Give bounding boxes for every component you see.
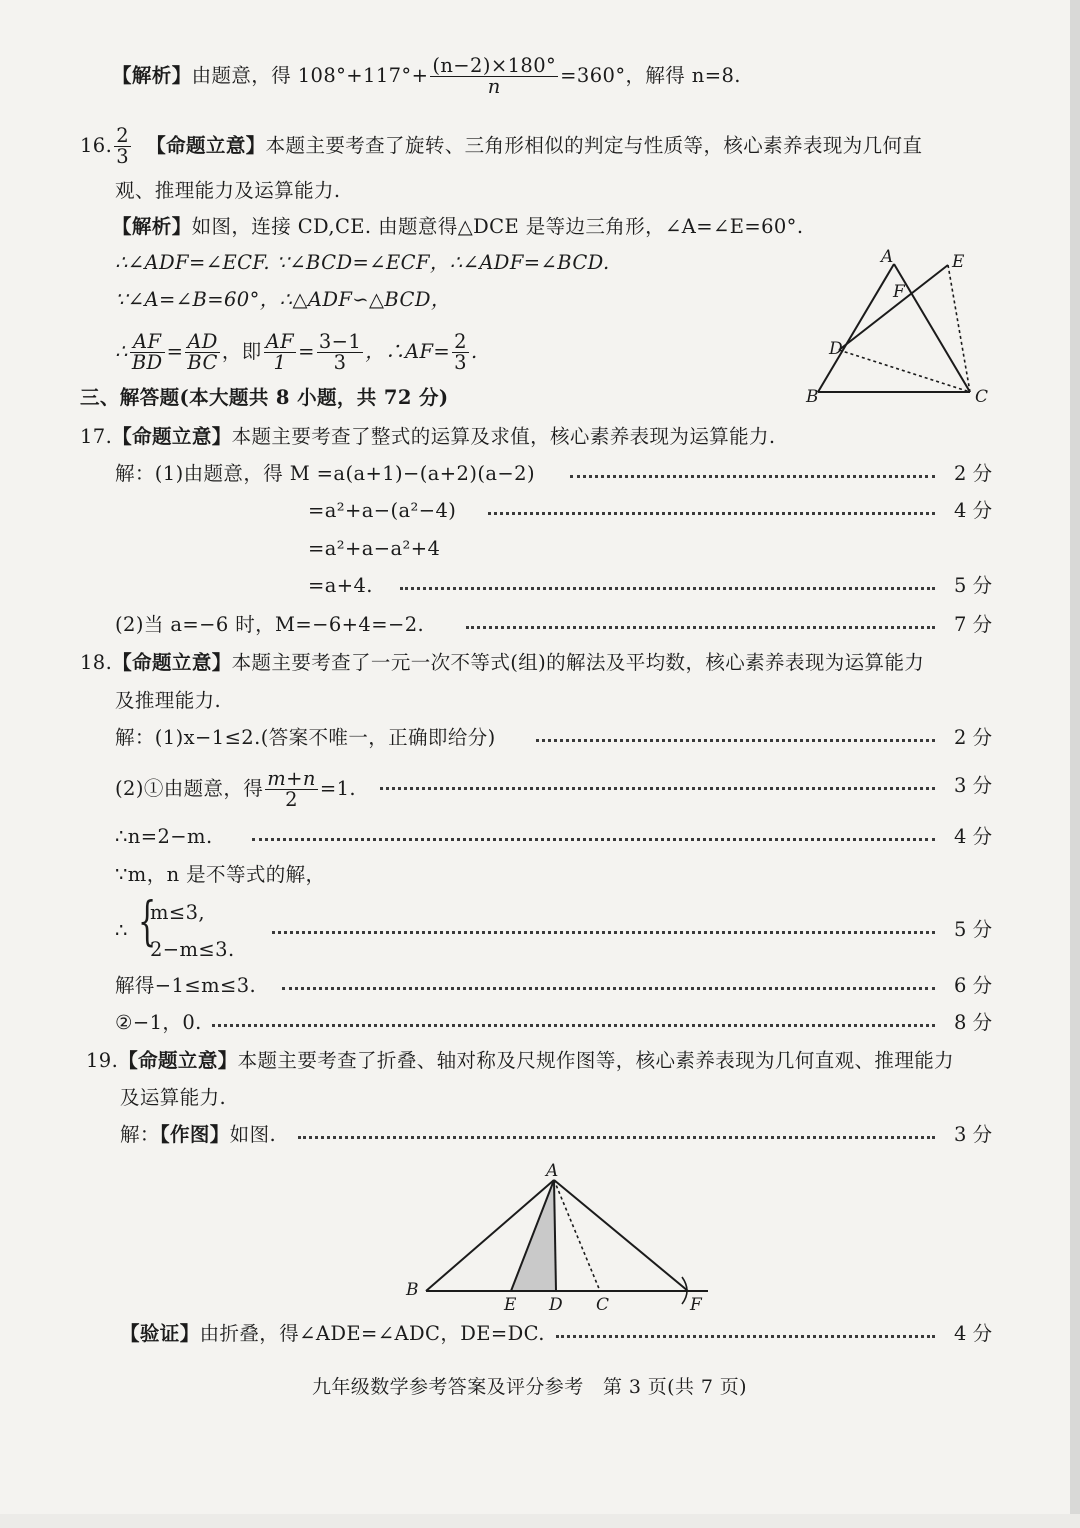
q18-intent-2: 及推理能力.	[115, 689, 222, 712]
q19-score-1: 3 分	[954, 1123, 993, 1146]
q19-number: 19.	[86, 1049, 119, 1072]
q16-analysis-3: ∵∠A=∠B=60°，∴△ADF∽△BCD，	[115, 288, 451, 311]
q18-frac-den: 2	[285, 788, 298, 811]
q16-s4-eq: =	[166, 340, 184, 363]
q18-leader-1	[536, 739, 935, 742]
q17-leader-1	[570, 475, 935, 478]
q18-score-1: 2 分	[954, 726, 993, 749]
q16-s4-mid: ，即	[221, 340, 262, 363]
q19-step-1	[120, 1122, 276, 1148]
q16-dashed-CD	[839, 350, 970, 392]
q17-number: 17.	[80, 425, 113, 448]
q18-step-4: ∵m，n 是不等式的解，	[115, 863, 326, 886]
q18-leader-3	[252, 838, 935, 841]
q16-ans-num: 2	[116, 124, 130, 147]
section-3-heading: 三、解答题(本大题共 8 小题，共 72 分)	[80, 386, 449, 409]
q16-analysis-4	[115, 332, 478, 373]
q17-leader-5	[466, 626, 935, 629]
q16-head-line	[80, 126, 922, 167]
q16-label-D: D	[829, 339, 843, 359]
q16-f5-num: 2	[454, 330, 467, 353]
q16-analysis-line-1	[112, 214, 803, 240]
q15-analysis-tag: 【解析】	[112, 64, 192, 87]
q17-score-5: 7 分	[954, 613, 993, 636]
q17-score-2: 4 分	[954, 499, 993, 522]
q16-intent-2: 观、推理能力及运算能力.	[115, 179, 341, 202]
q16-analysis-2: ∴∠ADF=∠ECF. ∵∠BCD=∠ECF，∴∠ADF=∠BCD.	[115, 251, 610, 274]
q16-frac-af-bd	[130, 332, 165, 373]
q16-f1-num: AF	[130, 332, 165, 353]
q16-ans-den: 3	[116, 145, 130, 168]
q19-dashed-AC	[554, 1180, 600, 1291]
q16-label-C: C	[975, 387, 989, 407]
q18-step-7: ②−1，0.	[115, 1011, 202, 1034]
q17-leader-2	[488, 512, 935, 515]
q17-score-1: 2 分	[954, 462, 993, 485]
q18-leader-6	[282, 987, 935, 990]
q17-step-2: =a²+a−(a²−4)	[308, 499, 457, 522]
q19-label-C: C	[596, 1295, 610, 1315]
q16-frac-af-1	[264, 332, 296, 373]
q18-step-1: 解：(1)x−1≤2.(答案不唯一，正确即给分)	[115, 726, 496, 749]
q16-number: 16.	[80, 134, 113, 157]
q18-score-5: 5 分	[954, 918, 993, 941]
q17-step-5: (2)当 a=−6 时，M=−6+4=−2.	[115, 613, 425, 636]
q16-label-A: A	[881, 247, 894, 267]
q19-fold-figure	[396, 1158, 726, 1318]
q16-s4-end: .	[470, 340, 478, 363]
q16-label-F: F	[893, 282, 905, 302]
q15-analysis-post: =360°，解得 n=8.	[560, 64, 741, 87]
q19-score-2: 4 分	[954, 1322, 993, 1345]
q19-leader-2	[556, 1335, 935, 1338]
q17-intent: 本题主要考查了整式的运算及求值，核心素养表现为运算能力.	[231, 425, 776, 448]
q15-analysis-line	[112, 56, 741, 97]
q18-intent-1: 本题主要考查了一元一次不等式(组)的解法及平均数，核心素养表现为运算能力	[231, 651, 925, 674]
q16-f3-num: AF	[265, 330, 295, 353]
q18-system-ineq-1: m≤3,	[150, 901, 206, 924]
q18-score-3: 4 分	[954, 825, 993, 848]
scan-edge-bottom	[0, 1514, 1080, 1528]
q18-step-2-pre: (2)①由题意，得	[115, 777, 264, 800]
q19-label-E: E	[504, 1295, 517, 1315]
q16-intent-tag: 【命题立意】	[146, 134, 266, 157]
q17-step-3: =a²+a−a²+4	[308, 537, 441, 560]
q19-label-A: A	[546, 1161, 559, 1181]
q16-s4-eq-2: =	[298, 340, 315, 363]
q16-side-AC	[894, 264, 970, 392]
q16-s4-then: ，∴AF=	[365, 340, 451, 363]
q16-f3-den: 1	[273, 351, 287, 374]
q16-side-AB	[818, 264, 894, 392]
q15-frac-num: (n−2)×180°	[432, 54, 557, 77]
q19-side-AF	[554, 1180, 688, 1291]
q18-number: 18.	[80, 651, 113, 674]
q17-intent-tag: 【命题立意】	[112, 425, 232, 448]
q18-score-7: 8 分	[954, 1011, 993, 1034]
q18-frac-num: m+n	[267, 767, 316, 790]
q16-answer-fraction	[114, 126, 131, 167]
page-footer: 九年级数学参考答案及评分参考 第 3 页(共 7 页)	[312, 1376, 747, 1398]
q18-step-6: 解得−1≤m≤3.	[115, 974, 257, 997]
q16-intent-1: 本题主要考查了旋转、三角形相似的判定与性质等，核心素养表现为几何直	[265, 134, 923, 157]
q19-label-B: B	[406, 1280, 419, 1300]
q18-head-line	[80, 650, 924, 676]
q16-segment-DE	[839, 265, 948, 350]
q19-label-D: D	[549, 1295, 563, 1315]
q16-triangle-figure	[796, 244, 1006, 414]
q16-f4-num: 3−1	[318, 330, 362, 353]
q18-system-lead: ∴	[115, 919, 128, 942]
q18-intent-tag: 【命题立意】	[112, 651, 232, 674]
q19-head-line	[86, 1048, 954, 1074]
q15-analysis-pre: 由题意，得 108°+117°+	[191, 64, 429, 87]
q16-frac-3m1-3	[317, 332, 363, 373]
q15-fraction	[430, 56, 558, 97]
q17-step-4: =a+4.	[308, 574, 373, 597]
q19-step-1-pre: 解：	[120, 1123, 160, 1146]
q19-label-F: F	[690, 1295, 702, 1315]
q16-f2-num: AD	[187, 330, 218, 353]
q16-f4-den: 3	[333, 351, 347, 374]
q16-analysis-tag: 【解析】	[112, 215, 192, 238]
q17-step-1: 解：(1)由题意，得 M =a(a+1)−(a+2)(a−2)	[115, 462, 535, 485]
q16-label-E: E	[952, 252, 965, 272]
q19-step-1-post: 如图.	[229, 1123, 277, 1146]
q16-f1-den: BD	[131, 351, 163, 374]
q19-draw-tag: 【作图】	[159, 1123, 230, 1146]
q18-system-ineq-2: 2−m≤3.	[150, 938, 235, 961]
q16-label-B: B	[806, 387, 819, 407]
q16-s4-lead: ∴	[115, 340, 128, 363]
q16-frac-2-3	[452, 332, 469, 373]
q19-intent-tag: 【命题立意】	[118, 1049, 238, 1072]
q19-verify-tag: 【验证】	[120, 1322, 200, 1345]
q16-analysis-1: 如图，连接 CD,CE. 由题意得△DCE 是等边三角形，∠A=∠E=60°.	[191, 215, 804, 238]
q18-score-2: 3 分	[954, 774, 993, 797]
q18-frac-mn-2	[265, 769, 318, 810]
q18-leader-5	[272, 931, 935, 934]
scan-edge-right	[1070, 0, 1080, 1528]
q18-step-2	[115, 769, 356, 810]
q19-verify-line	[120, 1321, 545, 1347]
q18-leader-2	[380, 787, 935, 790]
q17-head-line	[80, 424, 776, 450]
q18-score-6: 6 分	[954, 974, 993, 997]
q17-leader-4	[400, 587, 935, 590]
q16-f5-den: 3	[454, 351, 467, 374]
q17-score-4: 5 分	[954, 574, 993, 597]
q18-system-brace: {	[138, 892, 157, 952]
q19-intent-2: 及运算能力.	[120, 1086, 227, 1109]
q18-leader-7	[212, 1024, 935, 1027]
q16-frac-ad-bc	[185, 332, 220, 373]
q18-step-2-post: =1.	[319, 777, 356, 800]
q16-f2-den: BC	[187, 351, 218, 374]
q19-intent-1: 本题主要考查了折叠、轴对称及尺规作图等，核心素养表现为几何直观、推理能力	[237, 1049, 955, 1072]
q15-frac-den: n	[487, 75, 501, 98]
q19-verify-text: 由折叠，得∠ADE=∠ADC，DE=DC.	[199, 1322, 545, 1345]
q18-step-3: ∴n=2−m.	[115, 825, 213, 848]
q19-leader-1	[298, 1136, 935, 1139]
